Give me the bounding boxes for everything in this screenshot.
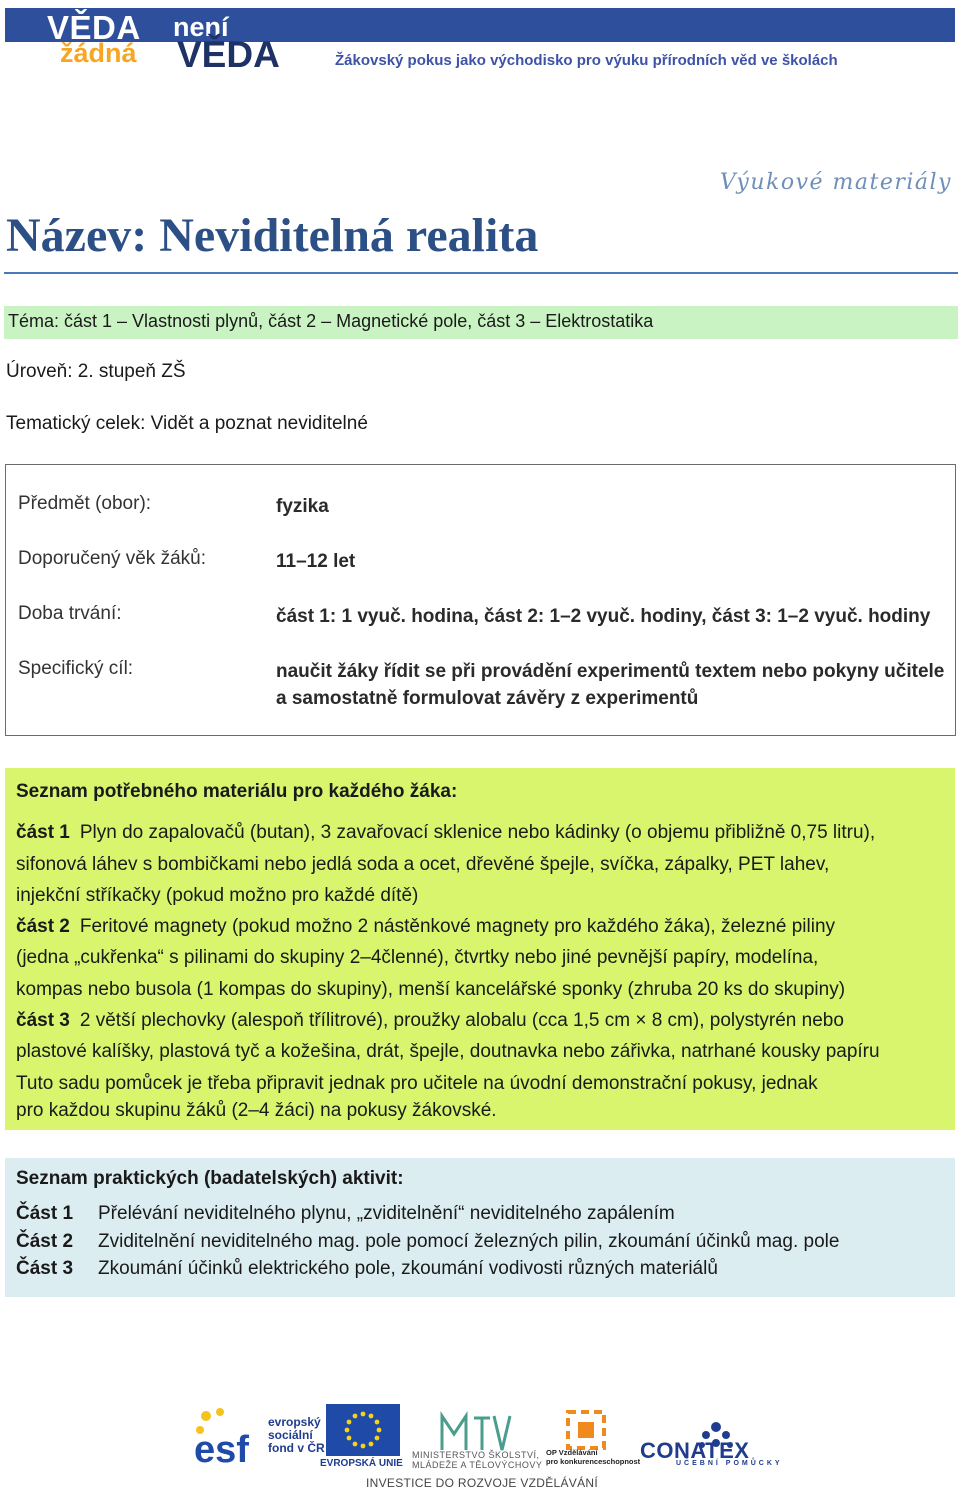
header-banner (5, 8, 955, 75)
logo-neni: není (173, 12, 229, 42)
goal-value: naučit žáky řídit se při provádění experimentů textem nebo pokyny učitele a samostatně formulovat závěry z experimentů (276, 661, 945, 709)
material-note-line2: pro každou skupinu žáků (2–4 žáci) na pokusy žákovské. (16, 1099, 497, 1121)
esf-icon (192, 1404, 262, 1466)
subject-value: fyzika (276, 496, 329, 517)
material-part1-line3: injekční stříkačky (pokud možno pro každé dítě) (16, 884, 419, 906)
msmt-text: MINISTERSTVO ŠKOLSTVÍ, MLÁDEŽE A TĚLOVÝCHOVY (412, 1450, 543, 1470)
header-bar (5, 8, 955, 42)
op-text: OP Vzdělávání pro konkurenceschopnost (546, 1448, 641, 1466)
material-part2-line3: kompas nebo busola (1 kompas do skupiny), menší kancelářské sponky (zhruba 20 ks do skupiny) (16, 978, 846, 1000)
eu-flag-icon (326, 1404, 400, 1456)
thematic-unit-line: Tematický celek: Vidět a poznat neviditelné (6, 413, 368, 434)
svg-text:esf: esf (194, 1429, 249, 1466)
age-label: Doporučený věk žáků: (18, 548, 206, 569)
subject-label: Předmět (obor): (18, 493, 152, 514)
info-box (5, 464, 956, 736)
activity-label: Část 3 (16, 1258, 74, 1279)
activity-text: Zkoumání účinků elektrického pole, zkoumání vodivosti různých materiálů (98, 1258, 718, 1279)
goal-label: Specifický cíl: (18, 658, 134, 679)
activities-box (5, 1158, 955, 1297)
duration-value: část 1: 1 vyuč. hodina, část 2: 1–2 vyuč. hodiny, část 3: 1–2 vyuč. hodiny (276, 606, 931, 627)
esf-logo (192, 1404, 334, 1466)
material-heading: Seznam potřebného materiálu pro každého žáka: (16, 781, 458, 802)
level-line: Úroveň: 2. stupeň ZŠ (6, 361, 186, 382)
footer-logos (190, 1398, 783, 1490)
material-part3-line2: plastové kalíšky, plastová tyč a kožešina, drát, špejle, doutnavka nebo zářivka, natrhané kousky papíru (16, 1041, 880, 1063)
age-value: 11–12 let (276, 551, 356, 572)
topic-bar: Téma: část 1 – Vlastnosti plynů, část 2 – Magnetické pole, část 3 – Elektrostatika (4, 306, 958, 339)
activity-text: Přelévání neviditelného plynu, „zviditelnění“ neviditelného zapálením (98, 1203, 675, 1224)
esf-text: evropský sociální fond v ČR (268, 1415, 325, 1455)
logo-zadna: žádná (60, 38, 137, 68)
material-part2-line2: (jedna „cukřenka“ s pilinami do skupiny 2–4členné), čtvrtky nebo jiné pevnější papíry, modelína, (16, 947, 819, 969)
material-part3-label: část 3 (16, 1010, 70, 1032)
activity-text: Zviditelnění neviditelného mag. pole pomocí železných pilin, zkoumání účinků mag. pole (98, 1230, 840, 1252)
eu-text: EVROPSKÁ UNIE (320, 1458, 403, 1469)
activity-row (16, 1255, 945, 1283)
material-part1-line1: část 1 Plyn do zapalovačů (butan), 3 zavařovací sklenice nebo kádinky (o objemu přibližně 0,75 litru), (16, 822, 876, 844)
activity-row (16, 1200, 945, 1228)
material-list-box (5, 768, 955, 1130)
conatex-subtext: UČEBNÍ POMŮCKY (676, 1460, 783, 1467)
material-part1-label: část 1 (16, 822, 70, 844)
investice-slogan: INVESTICE DO ROZVOJE VZDĚLÁVÁNÍ (366, 1476, 599, 1490)
activity-label: Část 2 (16, 1230, 74, 1252)
material-part2-label: část 2 (16, 916, 70, 938)
activities-heading: Seznam praktických (badatelských) aktivit: (16, 1168, 404, 1189)
duration-label: Doba trvání: (18, 603, 122, 624)
logo-veda-bottom: VĚDA (177, 34, 280, 75)
activity-label: Část 1 (16, 1203, 74, 1224)
logo-veda-top: VĚDA (47, 9, 141, 46)
material-part3-line1: část 3 2 větší plechovky (alespoň třílitrové), proužky alobalu (cca 1,5 cm × 8 cm), polystyrén nebo (16, 1010, 844, 1032)
header-tagline: Žákovský pokus jako východisko pro výuku přírodních věd ve školách (335, 52, 838, 69)
doc-category: Výukové materiály (719, 170, 952, 195)
title-divider (4, 272, 958, 274)
material-part1-line2: sifonová láhev s bombičkami nebo jedlá soda a ocet, dřevěné špejle, svíčka, zápalky, PET lahev, (16, 853, 830, 875)
material-part2-line1: část 2 Feritové magnety (pokud možno 2 nástěnkové magnety pro každého žáka), železné piliny (16, 916, 836, 938)
activity-row (16, 1228, 945, 1256)
material-note-line1: Tuto sadu pomůcek je třeba připravit jednak pro učitele na úvodní demonstrační pokusy, jednak (16, 1072, 818, 1094)
conatex-text: CONATEX (640, 1438, 750, 1463)
page-title: Název: Neviditelná realita (6, 209, 539, 262)
